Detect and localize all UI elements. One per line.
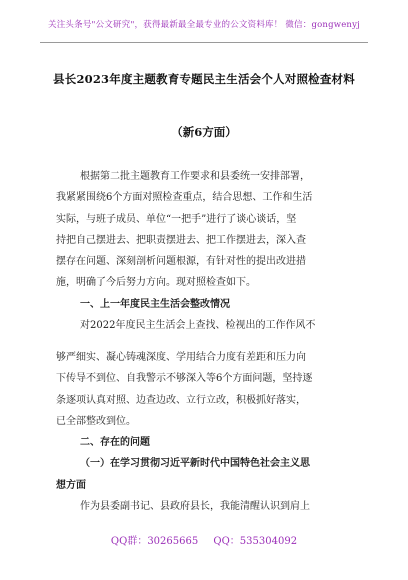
body-paragraph-intro	[56, 166, 360, 336]
document-title: 县长2023年度主题教育专题民主生活会个人对照检查材料	[53, 72, 355, 86]
subsection-heading: 想方面	[56, 479, 86, 491]
header-divider	[40, 42, 368, 43]
section-heading: 一、上一年度民主生活会整改情况	[80, 298, 230, 310]
footer-qq-group: QQ群：30265665	[110, 536, 199, 547]
body-line: 摆存在问题、深刻剖析问题根源，有针对性的提出改进措	[56, 256, 306, 268]
body-line: 够严细实、凝心铸魂深度、学用结合力度有差距和压力向	[56, 352, 306, 363]
body-line: 条逐项认真对照、边查边改、立行立改，积极抓好落实，	[56, 394, 306, 406]
body-line: 已全部整改到位。	[56, 415, 136, 427]
body-line: 我紧紧围绕6个方面对照检查重点，结合思想、工作和生活	[56, 192, 313, 204]
body-line: 施，明确了今后努力方向。现对照检查如下。	[56, 277, 256, 289]
section-heading: 二、存在的问题	[80, 437, 150, 449]
body-line: 持把自己摆进去、把职责摆进去、把工作摆进去，深入查	[56, 234, 306, 246]
body-line: 下传导不到位、自我警示不够深入等6个方面问题，坚持逐	[56, 373, 313, 385]
footer-qq: QQ：535304092	[213, 536, 298, 547]
footer	[0, 532, 408, 547]
body-line: 对2022年度民主生活会上查找、检视出的工作作风不	[80, 320, 316, 332]
header-note: 关注头条号"公文研究"，获得最新最全最专业的公文资料库！ 微信：gongwenyj	[48, 20, 360, 30]
body-line: 根据第二批主题教育工作要求和县委统一安排部署，	[80, 171, 310, 182]
body-paragraph-main	[56, 347, 360, 517]
body-line: 实际，与班子成员、单位“一把手”进行了谈心谈话，坚	[56, 213, 297, 225]
body-line: 作为县委副书记、县政府县长，我能清醒认识到肩上	[80, 501, 310, 513]
document-subtitle: （新6方面）	[171, 125, 237, 139]
subsection-heading: （一）在学习贯彻习近平新时代中国特色社会主义思	[80, 458, 310, 470]
